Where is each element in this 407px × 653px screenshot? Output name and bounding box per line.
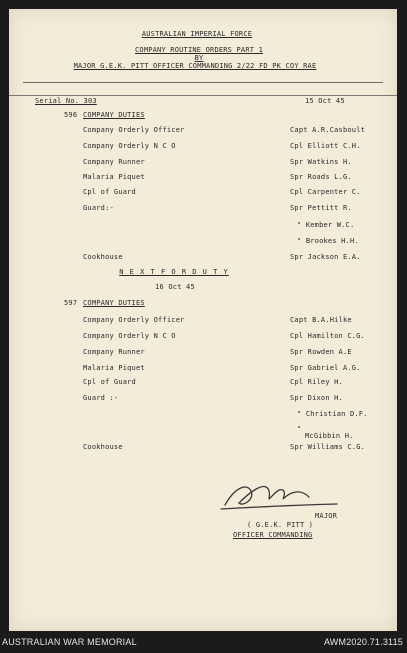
signature-rank: MAJOR	[315, 512, 338, 520]
duty-name: Spr Dixon H.	[290, 394, 343, 402]
duty-role: Cookhouse	[83, 253, 123, 261]
duty-role: Company Runner	[83, 348, 145, 356]
duty-name: McGibbin H.	[305, 432, 354, 440]
duty-role: Company Runner	[83, 158, 145, 166]
duty-name: " Brookes H.H.	[297, 237, 359, 245]
duty-role: Cpl of Guard	[83, 188, 136, 196]
commanding-officer-line: MAJOR G.E.K. PITT OFFICER COMMANDING 2/22 FD PK COY RAE	[73, 62, 317, 70]
next-for-duty-date: 16 Oct 45	[155, 283, 195, 291]
duty-role: Guard :-	[83, 394, 119, 402]
orders-title: COMPANY ROUTINE ORDERS PART 1	[134, 46, 264, 54]
duty-name: Spr Watkins H.	[290, 158, 352, 166]
divider	[9, 95, 397, 96]
duty-role: Cookhouse	[83, 443, 123, 451]
duty-name: Spr Jackson E.A.	[290, 253, 361, 261]
duty-name: Spr Rowden A.E	[290, 348, 352, 356]
duty-name: Spr Pettitt R.	[290, 204, 352, 212]
duty-name: Cpl Carpenter C.	[290, 188, 361, 196]
order-number: 596	[64, 111, 78, 119]
caption-bar	[0, 631, 407, 653]
duty-name: Spr Roads L.G.	[290, 173, 352, 181]
force-heading: AUSTRALIAN IMPERIAL FORCE	[141, 30, 253, 38]
duty-name: Cpl Riley H.	[290, 378, 343, 386]
duty-name: Cpl Elliott C.H.	[290, 142, 361, 150]
duty-name: Capt B.A.Hilke	[290, 316, 352, 324]
footer-credit: AUSTRALIAN WAR MEMORIAL	[2, 637, 137, 647]
footer-accession-number: AWM2020.71.3115	[323, 637, 403, 647]
signature-title: OFFICER COMMANDING	[233, 531, 313, 539]
duty-name: Spr Williams C.G.	[290, 443, 366, 451]
duty-name: " Kember W.C.	[297, 221, 355, 229]
section-title: COMPANY DUTIES	[83, 111, 145, 119]
duty-role: Cpl of Guard	[83, 378, 136, 386]
serial-date: 15 Oct 45	[305, 97, 345, 105]
duty-role: Company Orderly Officer	[83, 316, 185, 324]
duty-role: Company Orderly N C O	[83, 142, 176, 150]
document-page	[9, 9, 397, 631]
signature-mark	[217, 477, 342, 517]
divider	[23, 82, 383, 83]
signature-name: ( G.E.K. PITT )	[247, 521, 314, 529]
duty-name: Spr Gabriel A.G.	[290, 364, 361, 372]
serial-number: Serial No. 303	[35, 97, 97, 105]
by-line: BY	[194, 54, 204, 62]
duty-name: Cpl Hamilton C.G.	[290, 332, 366, 340]
section-title: COMPANY DUTIES	[83, 299, 145, 307]
duty-role: Company Orderly Officer	[83, 126, 185, 134]
duty-role: Company Orderly N C O	[83, 332, 176, 340]
duty-name: "	[297, 425, 302, 433]
duty-role: Guard:-	[83, 204, 114, 212]
order-number: 597	[64, 299, 78, 307]
duty-name: Capt A.R.Casboult	[290, 126, 366, 134]
duty-role: Malaria Piquet	[83, 173, 145, 181]
duty-role: Malaria Piquet	[83, 364, 145, 372]
duty-name: " Christian D.F.	[297, 410, 368, 418]
next-for-duty-heading: N E X T F O R D U T Y	[119, 268, 229, 276]
